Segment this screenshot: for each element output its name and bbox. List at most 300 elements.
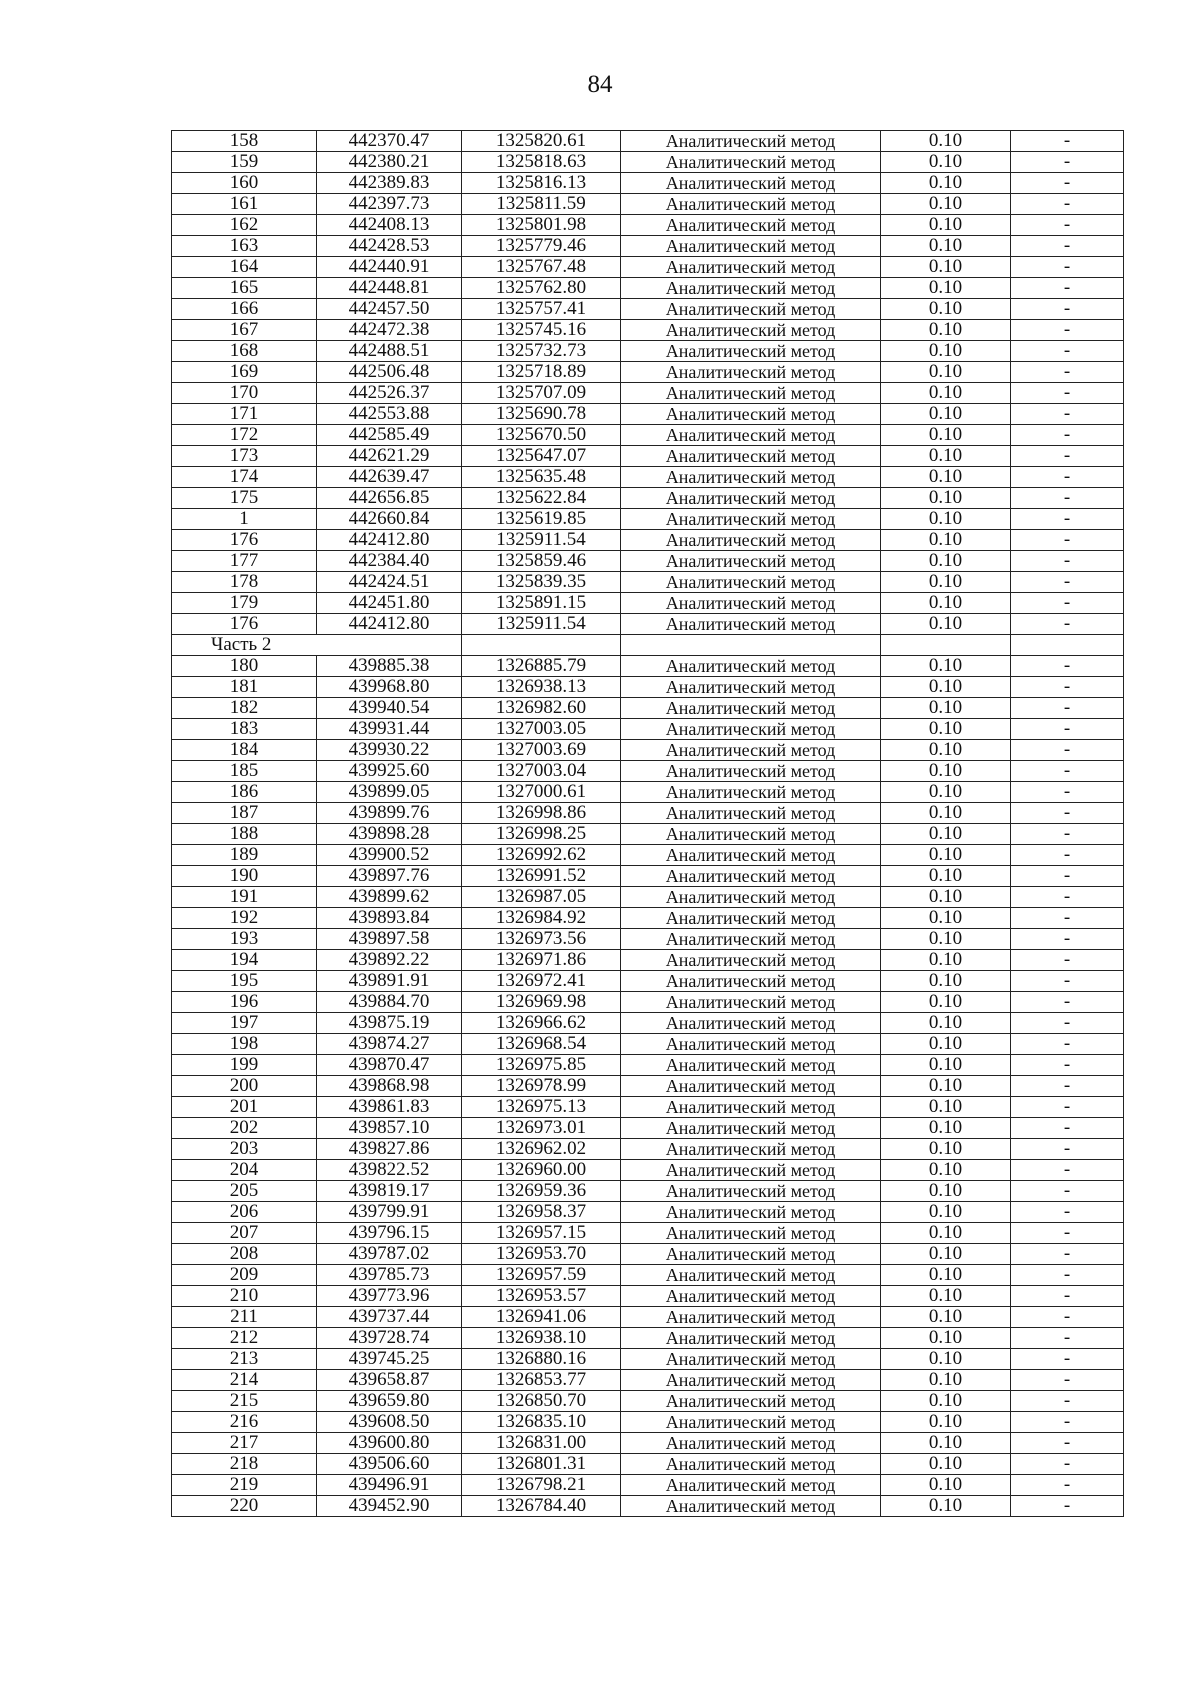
coordinate-x-cell: 442440.91 <box>317 257 462 278</box>
method-cell: Аналитический метод <box>621 845 881 866</box>
table-row <box>172 824 1124 845</box>
accuracy-cell: 0.10 <box>881 215 1011 236</box>
accuracy-cell: 0.10 <box>881 1496 1011 1517</box>
coordinate-x-cell: 439819.17 <box>317 1181 462 1202</box>
note-cell: - <box>1011 341 1124 362</box>
coordinate-y-cell: 1327000.61 <box>462 782 621 803</box>
coordinate-y-cell: 1326975.13 <box>462 1097 621 1118</box>
method-cell: Аналитический метод <box>621 572 881 593</box>
method-cell: Аналитический метод <box>621 593 881 614</box>
table-row <box>172 509 1124 530</box>
coordinates-table <box>171 130 1124 1517</box>
note-cell: - <box>1011 173 1124 194</box>
accuracy-cell: 0.10 <box>881 1412 1011 1433</box>
note-cell: - <box>1011 215 1124 236</box>
table-row <box>172 1097 1124 1118</box>
accuracy-cell: 0.10 <box>881 614 1011 635</box>
coordinate-x-cell: 442428.53 <box>317 236 462 257</box>
note-cell: - <box>1011 1286 1124 1307</box>
point-number-cell: 209 <box>172 1265 317 1286</box>
coordinate-x-cell: 442488.51 <box>317 341 462 362</box>
accuracy-cell: 0.10 <box>881 1202 1011 1223</box>
coordinate-x-cell: 442451.80 <box>317 593 462 614</box>
method-cell: Аналитический метод <box>621 446 881 467</box>
method-cell: Аналитический метод <box>621 803 881 824</box>
table-row <box>172 908 1124 929</box>
table-row <box>172 1118 1124 1139</box>
coordinate-x-cell: 439893.84 <box>317 908 462 929</box>
point-number-cell: 204 <box>172 1160 317 1181</box>
coordinate-x-cell: 439496.91 <box>317 1475 462 1496</box>
coordinate-x-cell: 442457.50 <box>317 299 462 320</box>
accuracy-cell: 0.10 <box>881 1349 1011 1370</box>
coordinate-x-cell: 439857.10 <box>317 1118 462 1139</box>
coordinate-y-cell: 1326801.31 <box>462 1454 621 1475</box>
point-number-cell: 197 <box>172 1013 317 1034</box>
coordinate-x-cell: 439728.74 <box>317 1328 462 1349</box>
coordinate-x-cell: 442412.80 <box>317 614 462 635</box>
table-row <box>172 1454 1124 1475</box>
method-cell: Аналитический метод <box>621 236 881 257</box>
method-cell: Аналитический метод <box>621 173 881 194</box>
note-cell: - <box>1011 866 1124 887</box>
coordinate-x-cell: 442553.88 <box>317 404 462 425</box>
accuracy-cell: 0.10 <box>881 509 1011 530</box>
table-row <box>172 950 1124 971</box>
point-number-cell: 179 <box>172 593 317 614</box>
point-number-cell: 165 <box>172 278 317 299</box>
coordinate-x-cell: 439827.86 <box>317 1139 462 1160</box>
table-row <box>172 1013 1124 1034</box>
table-row <box>172 404 1124 425</box>
coordinate-x-cell: 439940.54 <box>317 698 462 719</box>
accuracy-cell: 0.10 <box>881 278 1011 299</box>
method-cell: Аналитический метод <box>621 1244 881 1265</box>
point-number-cell: 191 <box>172 887 317 908</box>
method-cell: Аналитический метод <box>621 1097 881 1118</box>
coordinate-x-cell: 442472.38 <box>317 320 462 341</box>
method-cell: Аналитический метод <box>621 257 881 278</box>
table-row <box>172 299 1124 320</box>
point-number-cell: 184 <box>172 740 317 761</box>
table-row <box>172 383 1124 404</box>
table-row <box>172 698 1124 719</box>
coordinate-y-cell: 1325619.85 <box>462 509 621 530</box>
point-number-cell: 212 <box>172 1328 317 1349</box>
point-number-cell: 177 <box>172 551 317 572</box>
point-number-cell: 201 <box>172 1097 317 1118</box>
point-number-cell: 183 <box>172 719 317 740</box>
method-cell: Аналитический метод <box>621 1475 881 1496</box>
table-row <box>172 194 1124 215</box>
accuracy-cell: 0.10 <box>881 698 1011 719</box>
coordinate-y-cell: 1326998.25 <box>462 824 621 845</box>
coordinate-y-cell: 1325745.16 <box>462 320 621 341</box>
table-row <box>172 1433 1124 1454</box>
note-cell: - <box>1011 992 1124 1013</box>
point-number-cell: 203 <box>172 1139 317 1160</box>
table-row <box>172 1286 1124 1307</box>
method-cell: Аналитический метод <box>621 761 881 782</box>
coordinate-y-cell: 1326973.56 <box>462 929 621 950</box>
note-cell: - <box>1011 1307 1124 1328</box>
method-cell: Аналитический метод <box>621 488 881 509</box>
note-cell: - <box>1011 509 1124 530</box>
point-number-cell: 182 <box>172 698 317 719</box>
method-cell: Аналитический метод <box>621 1160 881 1181</box>
accuracy-cell: 0.10 <box>881 320 1011 341</box>
coordinate-y-cell: 1326972.41 <box>462 971 621 992</box>
coordinate-y-cell: 1326957.15 <box>462 1223 621 1244</box>
coordinate-y-cell: 1325670.50 <box>462 425 621 446</box>
coordinate-y-cell: 1325732.73 <box>462 341 621 362</box>
point-number-cell: 162 <box>172 215 317 236</box>
note-cell: - <box>1011 1076 1124 1097</box>
coordinate-x-cell: 442424.51 <box>317 572 462 593</box>
note-cell: - <box>1011 362 1124 383</box>
table-row <box>172 278 1124 299</box>
table-row <box>172 1202 1124 1223</box>
note-cell: - <box>1011 1328 1124 1349</box>
coordinate-y-cell: 1326880.16 <box>462 1349 621 1370</box>
table-row <box>172 215 1124 236</box>
empty-cell <box>881 635 1011 656</box>
coordinate-y-cell: 1326784.40 <box>462 1496 621 1517</box>
method-cell: Аналитический метод <box>621 152 881 173</box>
point-number-cell: 192 <box>172 908 317 929</box>
method-cell: Аналитический метод <box>621 1181 881 1202</box>
coordinate-x-cell: 439899.62 <box>317 887 462 908</box>
method-cell: Аналитический метод <box>621 215 881 236</box>
point-number-cell: 181 <box>172 677 317 698</box>
method-cell: Аналитический метод <box>621 1391 881 1412</box>
note-cell: - <box>1011 740 1124 761</box>
table-row <box>172 593 1124 614</box>
coordinate-x-cell: 442408.13 <box>317 215 462 236</box>
table-row <box>172 446 1124 467</box>
method-cell: Аналитический метод <box>621 131 881 152</box>
accuracy-cell: 0.10 <box>881 1370 1011 1391</box>
note-cell: - <box>1011 1097 1124 1118</box>
table-row <box>172 782 1124 803</box>
coordinate-x-cell: 439875.19 <box>317 1013 462 1034</box>
table-row <box>172 131 1124 152</box>
accuracy-cell: 0.10 <box>881 1181 1011 1202</box>
table-row <box>172 1181 1124 1202</box>
note-cell: - <box>1011 971 1124 992</box>
accuracy-cell: 0.10 <box>881 530 1011 551</box>
method-cell: Аналитический метод <box>621 509 881 530</box>
note-cell: - <box>1011 950 1124 971</box>
note-cell: - <box>1011 1160 1124 1181</box>
table-row <box>172 971 1124 992</box>
note-cell: - <box>1011 677 1124 698</box>
note-cell: - <box>1011 908 1124 929</box>
point-number-cell: 194 <box>172 950 317 971</box>
coordinate-x-cell: 439891.91 <box>317 971 462 992</box>
point-number-cell: 210 <box>172 1286 317 1307</box>
accuracy-cell: 0.10 <box>881 1097 1011 1118</box>
coordinate-y-cell: 1326959.36 <box>462 1181 621 1202</box>
table-row <box>172 1055 1124 1076</box>
coordinate-y-cell: 1326957.59 <box>462 1265 621 1286</box>
coordinate-y-cell: 1326831.00 <box>462 1433 621 1454</box>
note-cell: - <box>1011 782 1124 803</box>
point-number-cell: 158 <box>172 131 317 152</box>
note-cell: - <box>1011 1391 1124 1412</box>
point-number-cell: 167 <box>172 320 317 341</box>
table-row <box>172 761 1124 782</box>
empty-cell <box>621 635 881 656</box>
note-cell: - <box>1011 1475 1124 1496</box>
coordinate-x-cell: 439968.80 <box>317 677 462 698</box>
accuracy-cell: 0.10 <box>881 488 1011 509</box>
coordinate-x-cell: 442370.47 <box>317 131 462 152</box>
accuracy-cell: 0.10 <box>881 257 1011 278</box>
point-number-cell: 166 <box>172 299 317 320</box>
accuracy-cell: 0.10 <box>881 1307 1011 1328</box>
coordinate-x-cell: 439600.80 <box>317 1433 462 1454</box>
note-cell: - <box>1011 887 1124 908</box>
note-cell: - <box>1011 404 1124 425</box>
table-row <box>172 551 1124 572</box>
coordinate-x-cell: 439884.70 <box>317 992 462 1013</box>
coordinate-x-cell: 439822.52 <box>317 1160 462 1181</box>
coordinate-y-cell: 1326958.37 <box>462 1202 621 1223</box>
table-row <box>172 1412 1124 1433</box>
note-cell: - <box>1011 719 1124 740</box>
point-number-cell: 159 <box>172 152 317 173</box>
table-row <box>172 1160 1124 1181</box>
accuracy-cell: 0.10 <box>881 593 1011 614</box>
point-number-cell: 185 <box>172 761 317 782</box>
method-cell: Аналитический метод <box>621 299 881 320</box>
note-cell: - <box>1011 467 1124 488</box>
point-number-cell: 174 <box>172 467 317 488</box>
method-cell: Аналитический метод <box>621 1265 881 1286</box>
coordinate-y-cell: 1326850.70 <box>462 1391 621 1412</box>
method-cell: Аналитический метод <box>621 1034 881 1055</box>
coordinate-y-cell: 1326987.05 <box>462 887 621 908</box>
coordinate-x-cell: 439452.90 <box>317 1496 462 1517</box>
note-cell: - <box>1011 572 1124 593</box>
coordinate-y-cell: 1326953.70 <box>462 1244 621 1265</box>
accuracy-cell: 0.10 <box>881 341 1011 362</box>
method-cell: Аналитический метод <box>621 320 881 341</box>
coordinate-x-cell: 439897.58 <box>317 929 462 950</box>
point-number-cell: 168 <box>172 341 317 362</box>
method-cell: Аналитический метод <box>621 1412 881 1433</box>
note-cell: - <box>1011 1349 1124 1370</box>
table-row <box>172 887 1124 908</box>
point-number-cell: 220 <box>172 1496 317 1517</box>
table-row <box>172 1328 1124 1349</box>
accuracy-cell: 0.10 <box>881 656 1011 677</box>
table-row <box>172 845 1124 866</box>
coordinate-y-cell: 1326938.13 <box>462 677 621 698</box>
table-row <box>172 1307 1124 1328</box>
table-row <box>172 341 1124 362</box>
point-number-cell: 188 <box>172 824 317 845</box>
note-cell: - <box>1011 152 1124 173</box>
accuracy-cell: 0.10 <box>881 782 1011 803</box>
accuracy-cell: 0.10 <box>881 1118 1011 1139</box>
table-row <box>172 1223 1124 1244</box>
coordinate-y-cell: 1325811.59 <box>462 194 621 215</box>
method-cell: Аналитический метод <box>621 278 881 299</box>
coordinate-x-cell: 439799.91 <box>317 1202 462 1223</box>
coordinate-x-cell: 439737.44 <box>317 1307 462 1328</box>
point-number-cell: 163 <box>172 236 317 257</box>
table-row <box>172 152 1124 173</box>
point-number-cell: 187 <box>172 803 317 824</box>
coordinate-y-cell: 1325818.63 <box>462 152 621 173</box>
note-cell: - <box>1011 320 1124 341</box>
coordinate-y-cell: 1326971.86 <box>462 950 621 971</box>
point-number-cell: 213 <box>172 1349 317 1370</box>
point-number-cell: 164 <box>172 257 317 278</box>
point-number-cell: 189 <box>172 845 317 866</box>
point-number-cell: 172 <box>172 425 317 446</box>
method-cell: Аналитический метод <box>621 614 881 635</box>
point-number-cell: 218 <box>172 1454 317 1475</box>
method-cell: Аналитический метод <box>621 530 881 551</box>
note-cell: - <box>1011 1118 1124 1139</box>
table-row <box>172 1349 1124 1370</box>
section-row <box>172 635 1124 656</box>
table-row <box>172 992 1124 1013</box>
method-cell: Аналитический метод <box>621 1370 881 1391</box>
point-number-cell: 180 <box>172 656 317 677</box>
method-cell: Аналитический метод <box>621 1118 881 1139</box>
table-row <box>172 740 1124 761</box>
accuracy-cell: 0.10 <box>881 404 1011 425</box>
note-cell: - <box>1011 614 1124 635</box>
coordinate-y-cell: 1326941.06 <box>462 1307 621 1328</box>
method-cell: Аналитический метод <box>621 362 881 383</box>
table-row <box>172 866 1124 887</box>
note-cell: - <box>1011 929 1124 950</box>
coordinate-x-cell: 442585.49 <box>317 425 462 446</box>
table-row <box>172 236 1124 257</box>
note-cell: - <box>1011 278 1124 299</box>
accuracy-cell: 0.10 <box>881 761 1011 782</box>
coordinate-x-cell: 442526.37 <box>317 383 462 404</box>
method-cell: Аналитический метод <box>621 929 881 950</box>
coordinate-x-cell: 439897.76 <box>317 866 462 887</box>
table-row <box>172 257 1124 278</box>
accuracy-cell: 0.10 <box>881 740 1011 761</box>
table-row <box>172 1076 1124 1097</box>
point-number-cell: 1 <box>172 509 317 530</box>
table-row <box>172 719 1124 740</box>
method-cell: Аналитический метод <box>621 1013 881 1034</box>
accuracy-cell: 0.10 <box>881 677 1011 698</box>
accuracy-cell: 0.10 <box>881 446 1011 467</box>
note-cell: - <box>1011 131 1124 152</box>
coordinate-x-cell: 439659.80 <box>317 1391 462 1412</box>
table-row <box>172 320 1124 341</box>
coordinate-y-cell: 1326978.99 <box>462 1076 621 1097</box>
accuracy-cell: 0.10 <box>881 572 1011 593</box>
coordinate-y-cell: 1325635.48 <box>462 467 621 488</box>
accuracy-cell: 0.10 <box>881 887 1011 908</box>
point-number-cell: 205 <box>172 1181 317 1202</box>
note-cell: - <box>1011 446 1124 467</box>
method-cell: Аналитический метод <box>621 194 881 215</box>
coordinate-y-cell: 1326984.92 <box>462 908 621 929</box>
method-cell: Аналитический метод <box>621 1076 881 1097</box>
point-number-cell: 199 <box>172 1055 317 1076</box>
point-number-cell: 176 <box>172 614 317 635</box>
coordinate-x-cell: 439861.83 <box>317 1097 462 1118</box>
point-number-cell: 215 <box>172 1391 317 1412</box>
method-cell: Аналитический метод <box>621 1454 881 1475</box>
note-cell: - <box>1011 1139 1124 1160</box>
coordinate-y-cell: 1325859.46 <box>462 551 621 572</box>
accuracy-cell: 0.10 <box>881 971 1011 992</box>
accuracy-cell: 0.10 <box>881 1433 1011 1454</box>
table-row <box>172 1034 1124 1055</box>
note-cell: - <box>1011 383 1124 404</box>
accuracy-cell: 0.10 <box>881 1244 1011 1265</box>
accuracy-cell: 0.10 <box>881 929 1011 950</box>
table-row <box>172 656 1124 677</box>
accuracy-cell: 0.10 <box>881 950 1011 971</box>
table-row <box>172 1244 1124 1265</box>
coordinate-y-cell: 1326885.79 <box>462 656 621 677</box>
accuracy-cell: 0.10 <box>881 1223 1011 1244</box>
method-cell: Аналитический метод <box>621 677 881 698</box>
coordinate-x-cell: 439785.73 <box>317 1265 462 1286</box>
section-title-cell: Часть 2 <box>172 635 462 656</box>
note-cell: - <box>1011 236 1124 257</box>
coordinate-x-cell: 442639.47 <box>317 467 462 488</box>
accuracy-cell: 0.10 <box>881 383 1011 404</box>
coordinate-y-cell: 1326960.00 <box>462 1160 621 1181</box>
method-cell: Аналитический метод <box>621 341 881 362</box>
note-cell: - <box>1011 656 1124 677</box>
table-row <box>172 1370 1124 1391</box>
point-number-cell: 190 <box>172 866 317 887</box>
accuracy-cell: 0.10 <box>881 866 1011 887</box>
table-row <box>172 173 1124 194</box>
coordinate-x-cell: 442448.81 <box>317 278 462 299</box>
page-number: 84 <box>587 71 613 98</box>
coordinate-x-cell: 439898.28 <box>317 824 462 845</box>
method-cell: Аналитический метод <box>621 698 881 719</box>
note-cell: - <box>1011 551 1124 572</box>
method-cell: Аналитический метод <box>621 740 881 761</box>
accuracy-cell: 0.10 <box>881 1286 1011 1307</box>
accuracy-cell: 0.10 <box>881 1160 1011 1181</box>
coordinate-y-cell: 1326973.01 <box>462 1118 621 1139</box>
coordinate-y-cell: 1325707.09 <box>462 383 621 404</box>
note-cell: - <box>1011 803 1124 824</box>
point-number-cell: 211 <box>172 1307 317 1328</box>
method-cell: Аналитический метод <box>621 1307 881 1328</box>
coordinate-y-cell: 1325718.89 <box>462 362 621 383</box>
coordinate-x-cell: 439885.38 <box>317 656 462 677</box>
coordinate-x-cell: 439506.60 <box>317 1454 462 1475</box>
note-cell: - <box>1011 1454 1124 1475</box>
note-cell: - <box>1011 1370 1124 1391</box>
coordinate-x-cell: 439787.02 <box>317 1244 462 1265</box>
method-cell: Аналитический метод <box>621 908 881 929</box>
coordinate-y-cell: 1326968.54 <box>462 1034 621 1055</box>
coordinate-x-cell: 442389.83 <box>317 173 462 194</box>
method-cell: Аналитический метод <box>621 1496 881 1517</box>
